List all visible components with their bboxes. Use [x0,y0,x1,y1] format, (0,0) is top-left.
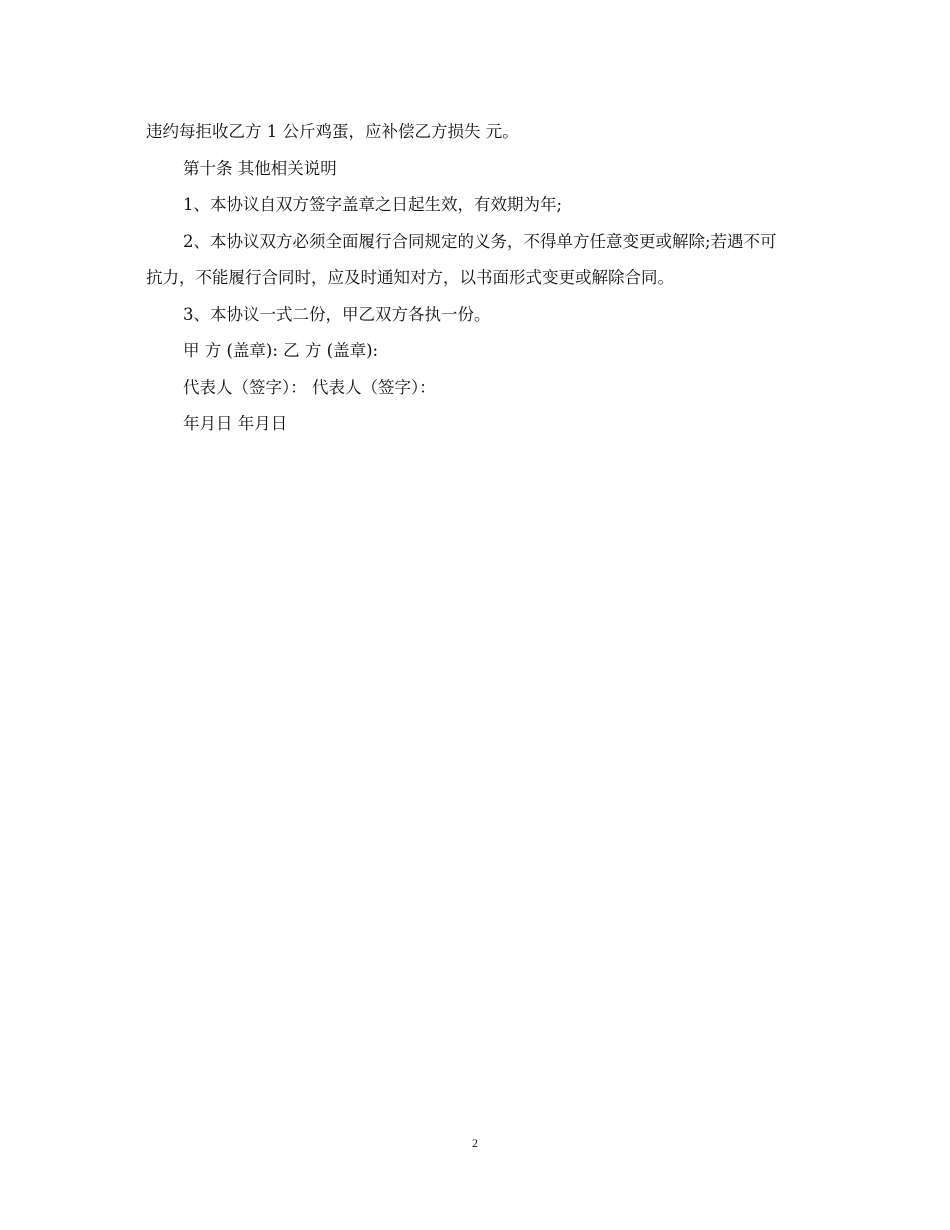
clause-3: 3、本协议一式二份，甲乙双方各执一份。 [183,304,491,324]
party-seal-line: 甲 方 (盖章): 乙 方 (盖章): [183,341,379,360]
article-ten-heading: 第十条 其他相关说明 [183,158,337,178]
representative-signature-line: 代表人（签字）： 代表人（签字）： [183,377,436,397]
document-body [146,114,786,443]
date-line: 年月日 年月日 [183,414,288,433]
clause-2: 2、本协议双方必须全面履行合同规定的义务，不得单方任意变更或解除;若遇不可抗力，不能履行合同时，应及时通知对方，以书面形式变更或解除合同。 [146,231,777,287]
page-number: 2 [472,1136,478,1150]
paragraph-compensation: 违约每拒收乙方 1 公斤鸡蛋，应补偿乙方损失 元。 [146,122,519,141]
clause-1: 1、本协议自双方签字盖章之日起生效，有效期为年; [183,195,563,214]
